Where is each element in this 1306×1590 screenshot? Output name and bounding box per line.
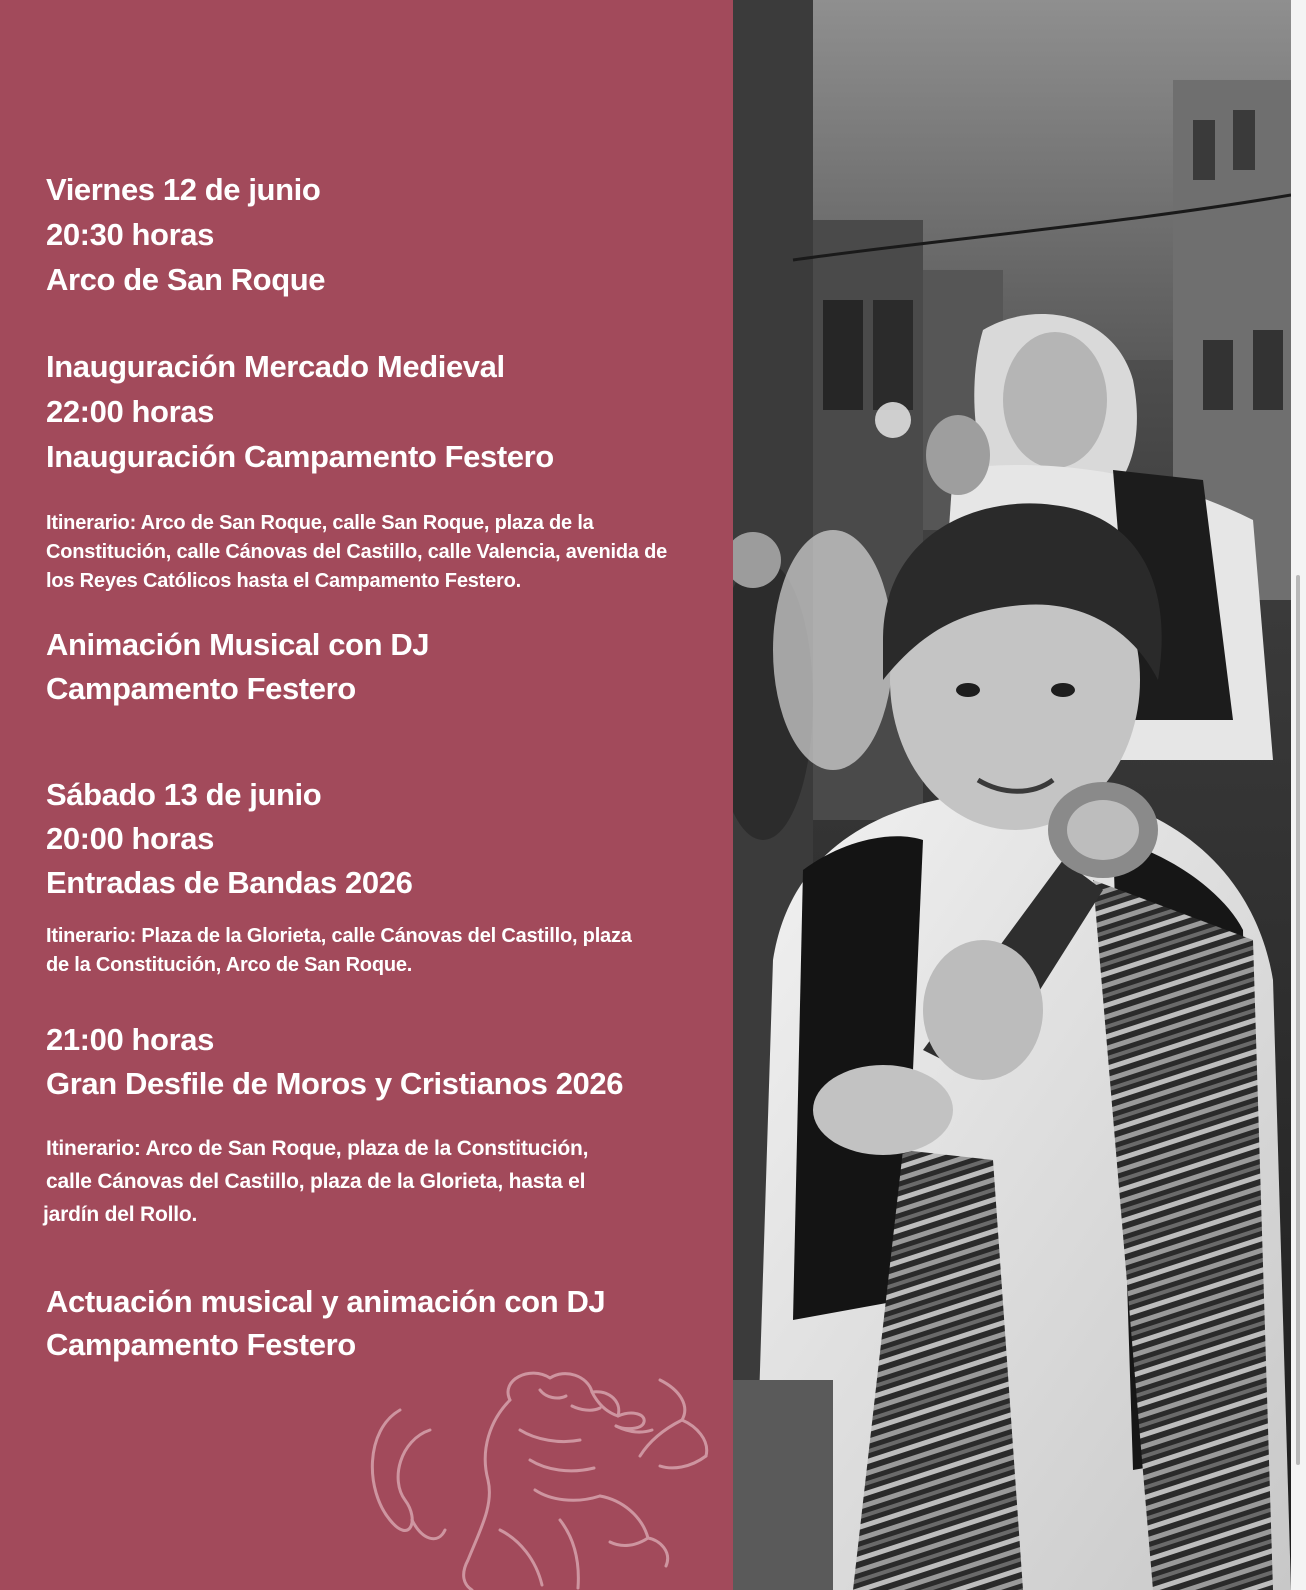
lion-rampant-icon <box>360 1370 733 1590</box>
saturday-event-3: Actuación musical y animación con DJ <box>46 1284 606 1319</box>
saturday-time-1: 20:00 horas <box>46 821 214 856</box>
saturday-time-2: 21:00 horas <box>46 1022 214 1057</box>
saturday-event-1: Entradas de Bandas 2026 <box>46 865 413 900</box>
saturday-itinerary-2-line: Itinerario: Arco de San Roque, plaza de la Constitución, <box>46 1137 589 1160</box>
friday-itinerary-line: Constitución, calle Cánovas del Castillo, calle Valencia, avenida de <box>46 541 668 563</box>
saturday-itinerary-2-line: jardín del Rollo. <box>43 1203 198 1226</box>
friday-itinerary-line: los Reyes Católicos hasta el Campamento Festero. <box>46 570 522 592</box>
friday-event-2: Inauguración Campamento Festero <box>46 439 554 474</box>
friday-itinerary-line: Itinerario: Arco de San Roque, calle San Roque, plaza de la <box>46 512 594 534</box>
saturday-itinerary-1-line: de la Constitución, Arco de San Roque. <box>46 954 413 976</box>
friday-date: Viernes 12 de junio <box>46 172 321 207</box>
friday-event-3: Animación Musical con DJ <box>46 627 430 662</box>
scrollbar-thumb[interactable] <box>1296 575 1300 1465</box>
festival-photo <box>733 0 1291 1590</box>
friday-time-1: 20:30 horas <box>46 217 214 252</box>
saturday-date: Sábado 13 de junio <box>46 777 322 812</box>
friday-place-1: Arco de San Roque <box>46 262 326 297</box>
saturday-itinerary-1-line: Itinerario: Plaza de la Glorieta, calle Cánovas del Castillo, plaza <box>46 925 632 947</box>
saturday-itinerary-2-line: calle Cánovas del Castillo, plaza de la Glorieta, hasta el <box>46 1170 586 1193</box>
scrollbar[interactable] <box>1291 0 1306 1590</box>
friday-event-1: Inauguración Mercado Medieval <box>46 349 505 384</box>
friday-place-3: Campamento Festero <box>46 671 356 706</box>
saturday-event-2: Gran Desfile de Moros y Cristianos 2026 <box>46 1066 624 1101</box>
friday-time-2: 22:00 horas <box>46 394 214 429</box>
saturday-place-3: Campamento Festero <box>46 1327 356 1362</box>
festival-parade-photo <box>733 0 1291 1590</box>
